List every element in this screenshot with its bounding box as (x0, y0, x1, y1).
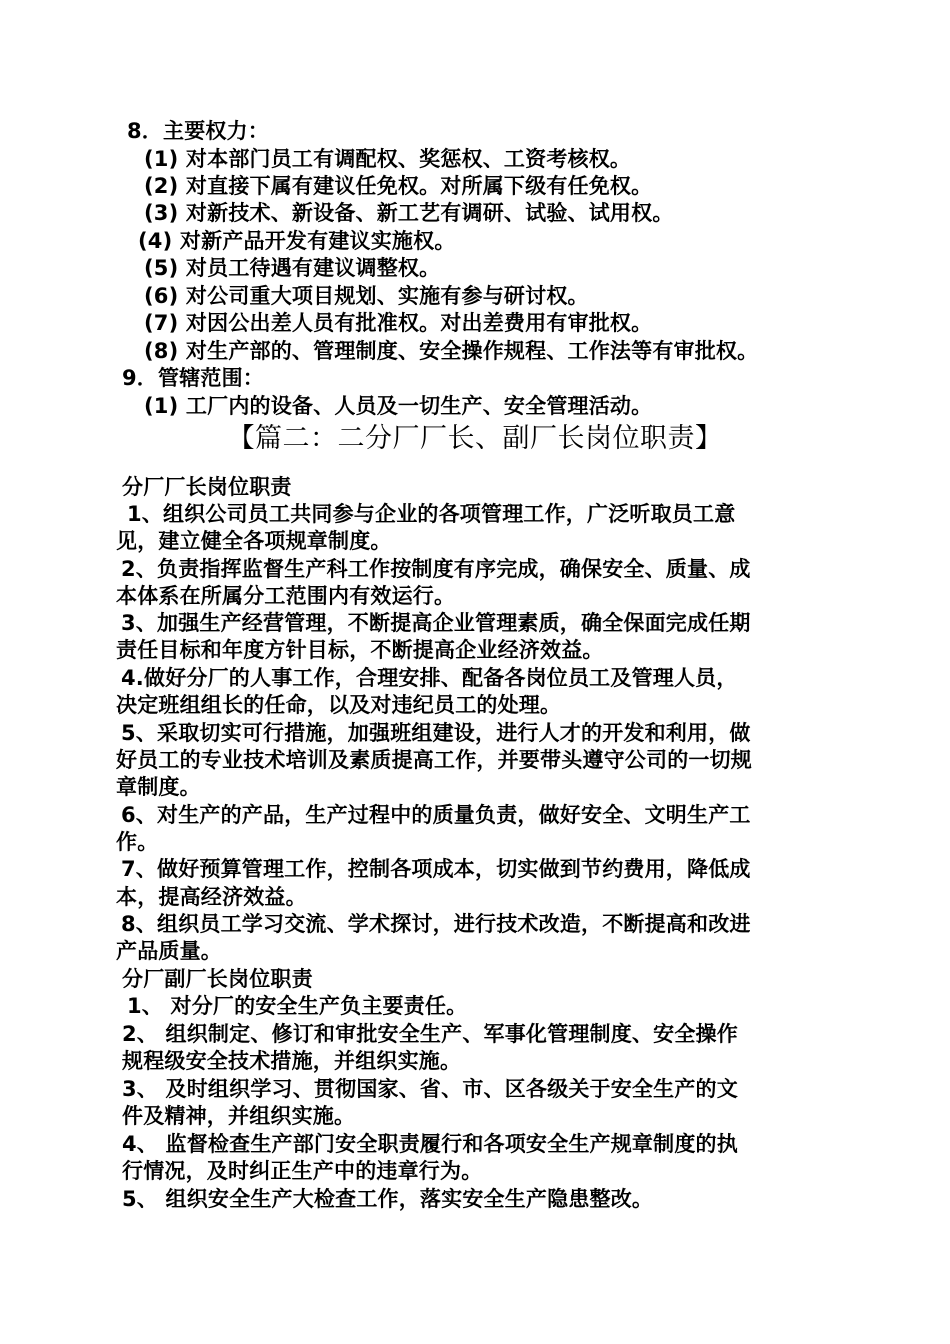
director-line: 决定班组组长的任命，以及对违纪员工的处理。 (116, 693, 562, 717)
director-line: 章制度。 (116, 775, 201, 799)
section8-item: (4) 对新产品开发有建议实施权。 (138, 229, 456, 253)
deputy-line: 行情况，及时纠正生产中的违章行为。 (122, 1159, 483, 1183)
section8-item: (1) 对本部门员工有调配权、奖惩权、工资考核权。 (144, 147, 632, 171)
deputy-line: 1、 对分厂的安全生产负主要责任。 (127, 994, 468, 1018)
section9-item: (1) 工厂内的设备、人员及一切生产、安全管理活动。 (144, 394, 653, 418)
director-line: 2、负责指挥监督生产科工作按制度有序完成，确保安全、质量、成 (121, 557, 751, 581)
section8-item: (6) 对公司重大项目规划、实施有参与研讨权。 (144, 284, 589, 308)
section8-item: (7) 对因公出差人员有批准权。对出差费用有审批权。 (144, 311, 653, 335)
deputy-line: 2、 组织制定、修订和审批安全生产、军事化管理制度、安全操作 (122, 1022, 738, 1046)
deputy-line: 4、 监督检查生产部门安全职责履行和各项安全生产规章制度的执 (122, 1132, 738, 1156)
document-title: 【篇二：二分厂厂长、副厂长岗位职责】 (227, 423, 723, 454)
director-line: 见，建立健全各项规章制度。 (116, 529, 392, 553)
director-line: 6、对生产的产品，生产过程中的质量负责，做好安全、文明生产工 (121, 803, 751, 827)
director-line: 好员工的专业技术培训及素质提高工作，并要带头遵守公司的一切规 (116, 748, 752, 772)
deputy-heading: 分厂副厂长岗位职责 (122, 967, 313, 991)
director-line: 5、采取切实可行措施，加强班组建设，进行人才的开发和利用，做 (121, 721, 751, 745)
director-line: 7、做好预算管理工作，控制各项成本，切实做到节约费用，降低成 (121, 857, 751, 881)
section8-item: (5) 对员工待遇有建议调整权。 (144, 256, 441, 280)
director-line: 产品质量。 (116, 939, 222, 963)
section8-item: (8) 对生产部的、管理制度、安全操作规程、工作法等有审批权。 (144, 339, 759, 363)
director-line: 作。 (116, 830, 159, 854)
director-line: 1、组织公司员工共同参与企业的各项管理工作，广泛听取员工意 (127, 502, 736, 526)
section8-item: (3) 对新技术、新设备、新工艺有调研、试验、试用权。 (144, 201, 674, 225)
deputy-line: 5、 组织安全生产大检查工作，落实安全生产隐患整改。 (122, 1187, 654, 1211)
section8-heading: 8．主要权力： (127, 119, 270, 143)
deputy-line: 3、 及时组织学习、贯彻国家、省、市、区各级关于安全生产的文 (122, 1077, 738, 1101)
director-line: 4.做好分厂的人事工作，合理安排、配备各岗位员工及管理人员， (121, 666, 738, 690)
director-line: 本，提高经济效益。 (116, 885, 307, 909)
section8-item: (2) 对直接下属有建议任免权。对所属下级有任免权。 (144, 174, 653, 198)
director-heading: 分厂厂长岗位职责 (122, 475, 292, 499)
deputy-line: 规程级安全技术措施，并组织实施。 (122, 1049, 462, 1073)
director-line: 本体系在所属分工范围内有效运行。 (116, 584, 456, 608)
deputy-line: 件及精神，并组织实施。 (122, 1104, 356, 1128)
director-line: 8、组织员工学习交流、学术探讨，进行技术改造，不断提高和改进 (121, 912, 751, 936)
director-line: 3、加强生产经营管理，不断提高企业管理素质，确全保面完成任期 (121, 611, 751, 635)
section9-heading: 9．管辖范围： (122, 366, 265, 390)
director-line: 责任目标和年度方针目标，不断提高企业经济效益。 (116, 638, 604, 662)
